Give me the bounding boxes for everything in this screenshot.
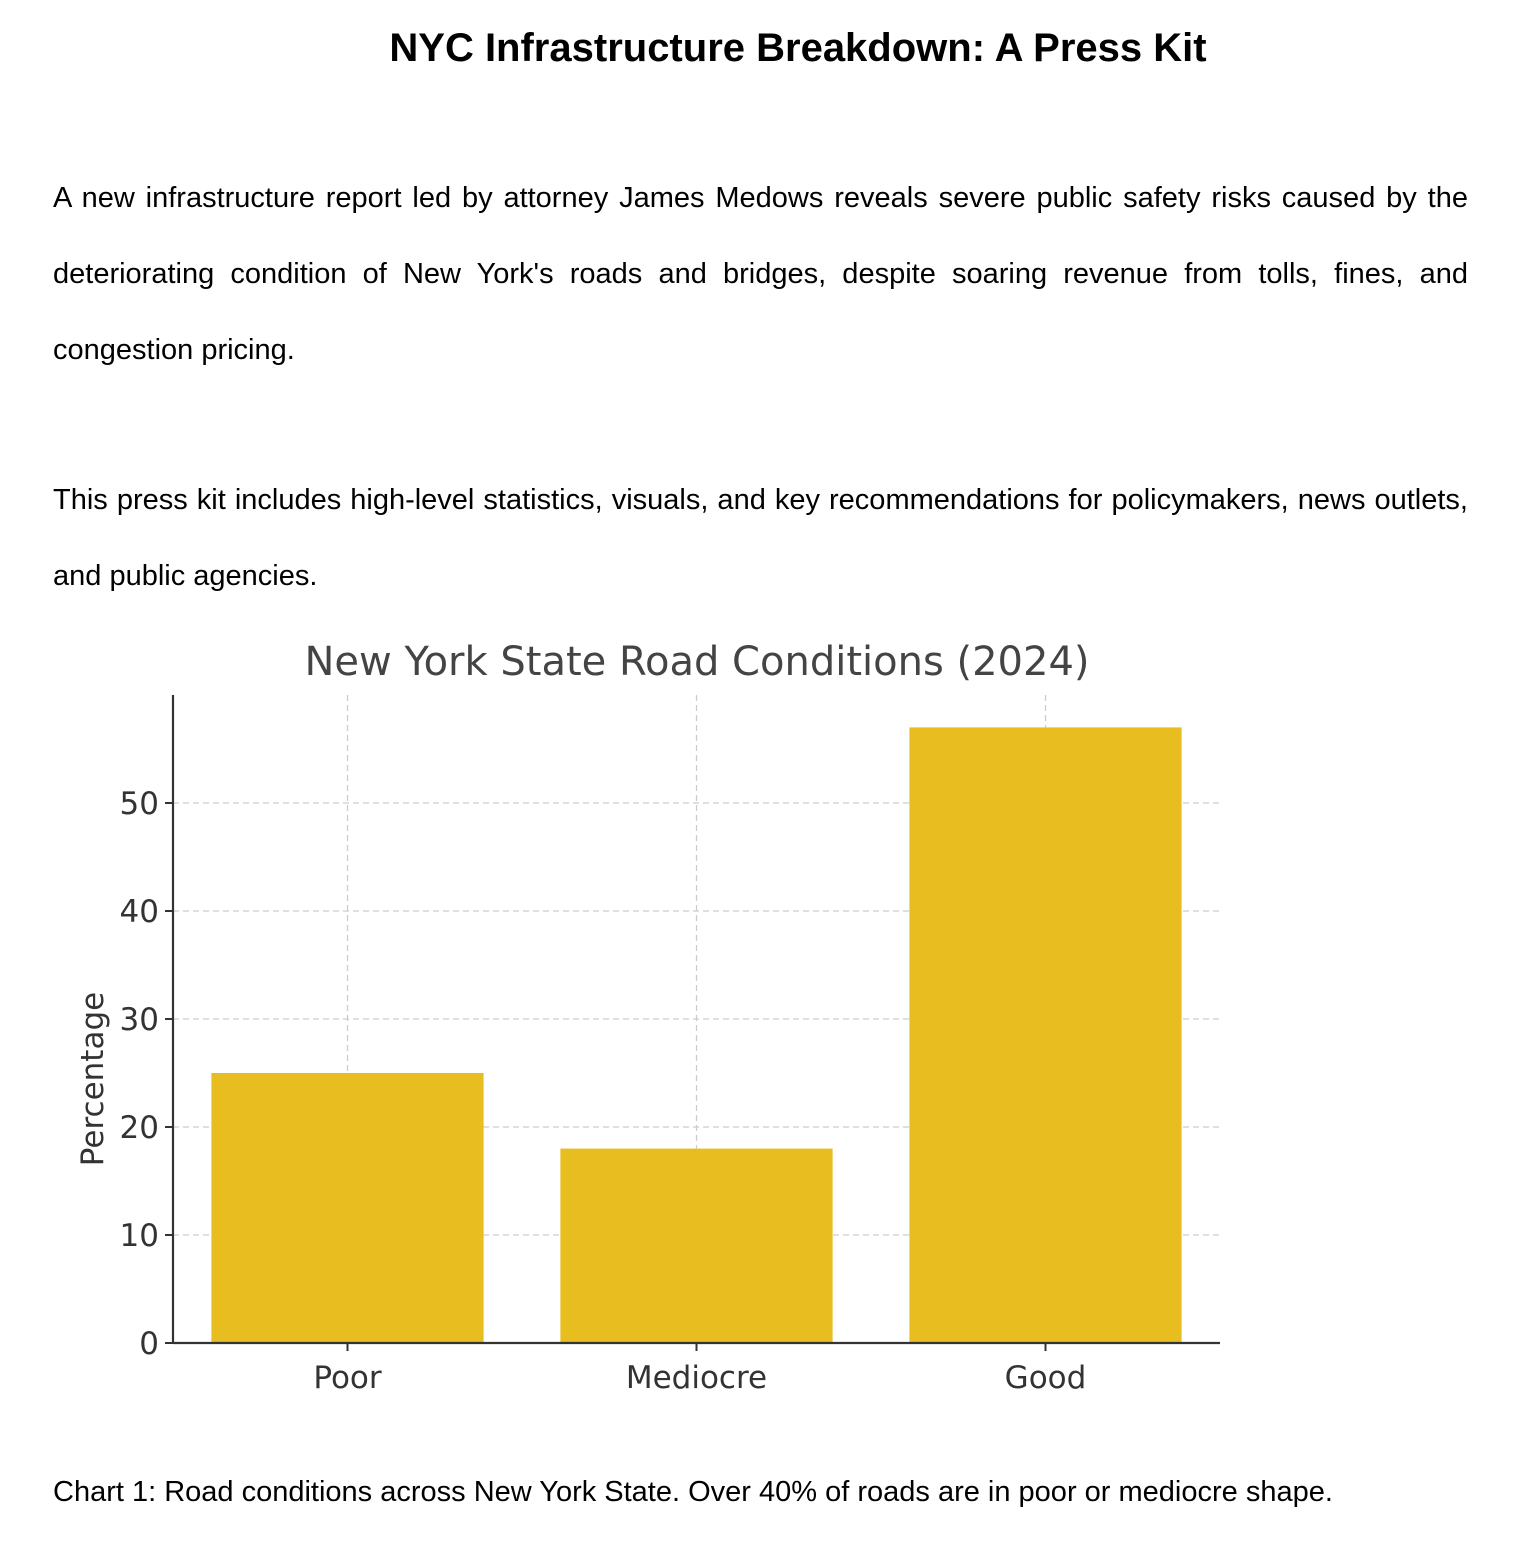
- bar-good: [909, 727, 1181, 1343]
- y-axis-label: Percentage: [75, 991, 111, 1167]
- y-tick-label: 50: [119, 786, 159, 822]
- x-tick-label: Poor: [313, 1360, 382, 1396]
- y-tick-label: 20: [119, 1110, 159, 1146]
- page-title: NYC Infrastructure Breakdown: A Press Kit: [389, 26, 1207, 70]
- intro-paragraph: A new infrastructure report led by attorney James Medows reveals severe public safety risks caused by the deteriorating condition of New York's roads and bridges, despite soaring revenue from tolls, fines, and congestion pricing.: [53, 182, 1468, 366]
- chart-caption: Chart 1: Road conditions across New York State. Over 40% of roads are in poor or mediocre shape.: [53, 1476, 1333, 1508]
- y-tick-label: 30: [119, 1002, 159, 1038]
- road-conditions-chart: [0, 625, 1526, 1415]
- y-tick-label: 10: [119, 1218, 159, 1254]
- chart-svg: [0, 625, 1526, 1415]
- x-tick-label: Good: [1004, 1360, 1087, 1396]
- press-kit-paragraph: This press kit includes high-level statistics, visuals, and key recommendations for policymakers, news outlets, and public agencies.: [53, 484, 1468, 592]
- bar-mediocre: [560, 1149, 832, 1343]
- bar-poor: [211, 1073, 483, 1343]
- y-tick-label: 40: [119, 894, 159, 930]
- y-tick-label: 0: [139, 1326, 159, 1362]
- x-tick-label: Mediocre: [625, 1360, 768, 1396]
- chart-title: New York State Road Conditions (2024): [304, 639, 1090, 685]
